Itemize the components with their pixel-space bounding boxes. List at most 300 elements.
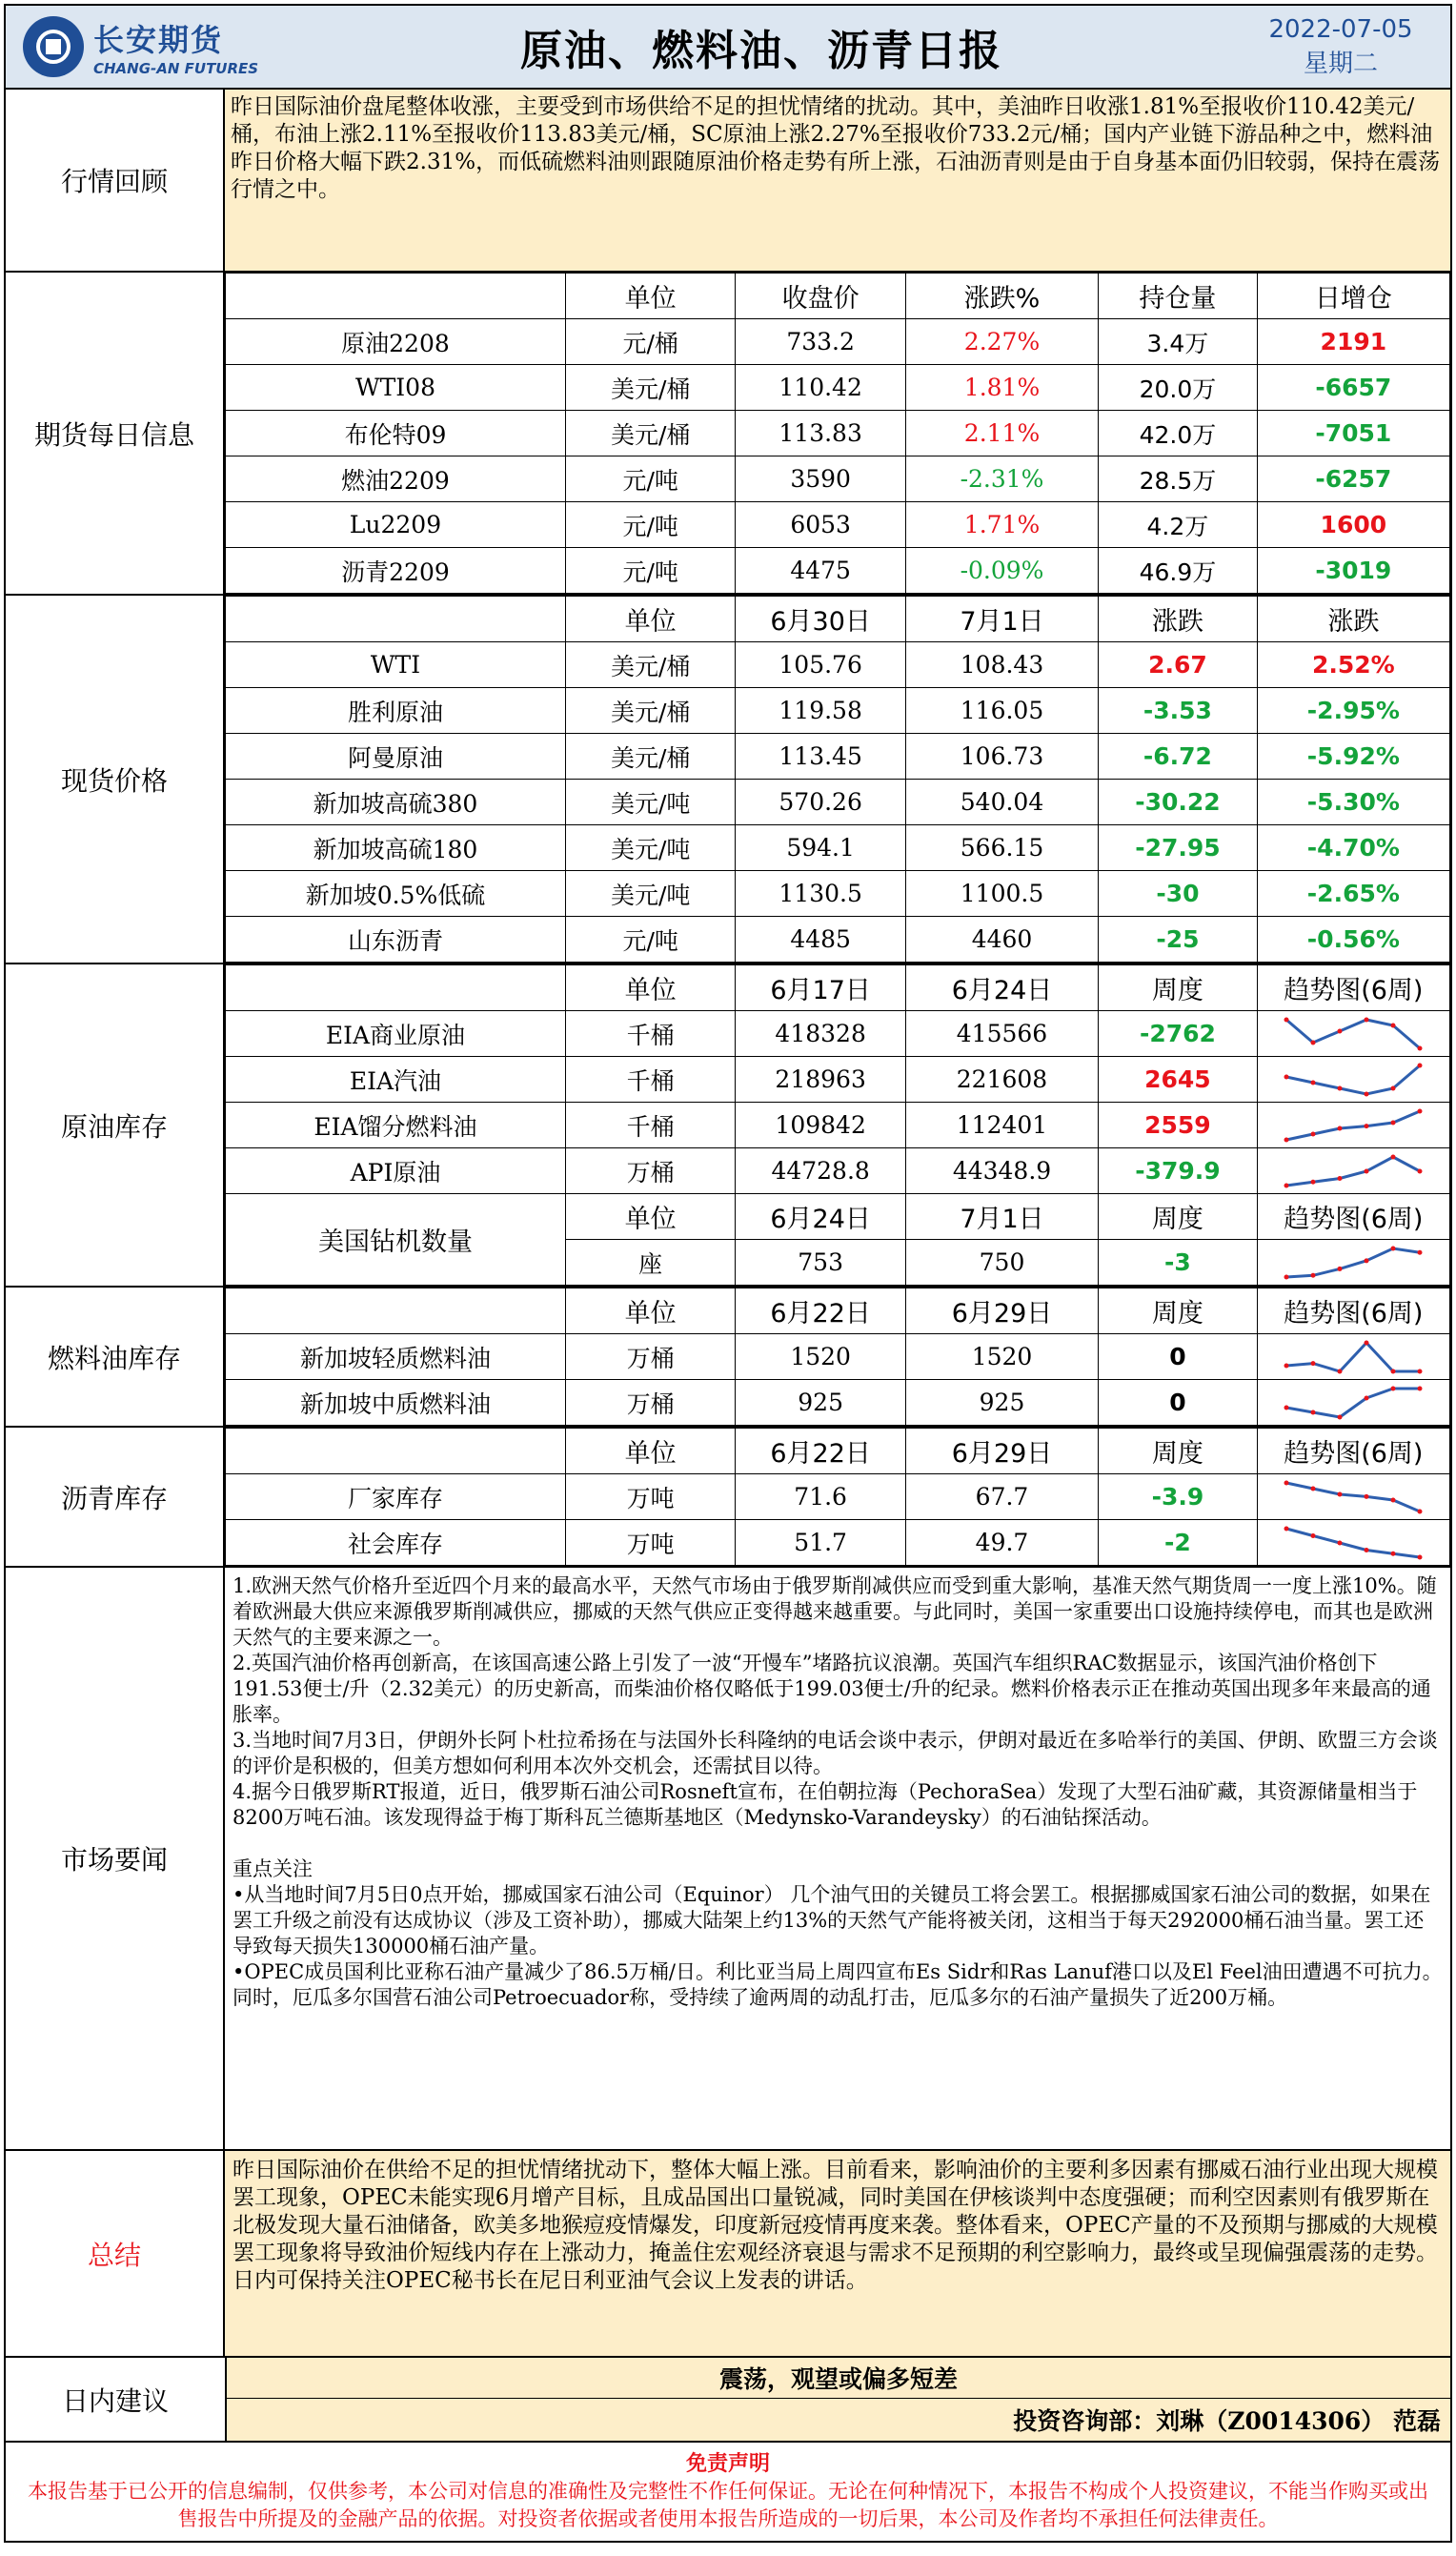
close-price: 4475 — [736, 548, 905, 594]
table-row — [226, 411, 1450, 456]
news-item: 4.据今日俄罗斯RT报道，近日，俄罗斯石油公司Rosneft宣布，在伯朝拉海（PechoraSea）发现了大型石油矿藏，其资源储量相当于8200万吨石油。该发现得益于梅丁斯科瓦兰德斯基地区（Medynsko-Varandeysky）的石油钻探活动。 — [233, 1780, 1418, 1829]
logo-name-cn: 长安期货 — [93, 22, 224, 58]
product-name: 阿曼原油 — [226, 734, 566, 780]
trend-chart-cell — [1257, 1057, 1449, 1103]
trend-point — [1338, 1266, 1343, 1270]
table-row — [226, 319, 1450, 365]
value-curr: 67.7 — [905, 1474, 1098, 1520]
report-weekday: 星期二 — [1303, 49, 1378, 78]
summary-text: 昨日国际油价在供给不足的担忧情绪扰动下，整体大幅上涨。目前看来，影响油价的主要利多因素有挪威石油行业出现大规模罢工现象，OPEC未能实现6月增产目标，且成品国出口量锐减，同时美国在伊核谈判中态度强硬；而利空因素则有俄罗斯在北极发现大量石油储备，欧美多地猴痘疫情爆发，印度新冠疫情再度来袭。整体看来，OPEC产量的不及预期与挪威的大规模罢工现象将导致油价短线内存在上涨动力，掩盖住宏观经济衰退与需求不足预期的利空影响力，最终或呈现偏强震荡的走势。日内可保持关注OPEC秘书长在尼日利亚油气会议上发表的讲话。 — [225, 2151, 1450, 2356]
open-interest: 42.0万 — [1099, 411, 1258, 456]
table-header-row — [226, 1429, 1450, 1474]
table-row — [226, 548, 1450, 594]
contract-name: 沥青2209 — [226, 548, 566, 594]
column-header: 日增仓 — [1257, 274, 1449, 319]
trend-line — [1286, 1529, 1420, 1557]
trend-point — [1418, 1509, 1423, 1513]
item-name: 新加坡中质燃料油 — [226, 1380, 566, 1426]
unit-cell: 美元/桶 — [565, 642, 735, 688]
value-curr: 750 — [905, 1240, 1098, 1286]
close-price: 6053 — [736, 502, 905, 548]
crude-inventory-section — [4, 964, 1452, 1288]
column-header: 涨跌 — [1257, 597, 1449, 642]
news-item: 2.英国汽油价格再创新高，在该国高速公路上引发了一波“开慢车”堵路抗议浪潮。英国汽车组织RAC数据显示，该国汽油价格创下191.53便士/升（2.32美元）的历史新高，而柴油价格仅略低于199.03便士/升的纪录。燃料价格表示正在推动英国出现多年来最高的通胀率。 — [233, 1652, 1431, 1726]
column-header: 6月30日 — [736, 597, 905, 642]
trend-point — [1338, 1540, 1343, 1545]
change-pct: 1.71% — [905, 502, 1098, 548]
change-value: -3.53 — [1099, 688, 1258, 734]
report-page — [4, 4, 1452, 2543]
column-header: 单位 — [565, 1429, 735, 1474]
trend-point — [1365, 1017, 1369, 1022]
close-price: 110.42 — [736, 365, 905, 411]
section-label: 总结 — [6, 2151, 225, 2356]
unit-cell: 万桶 — [565, 1334, 735, 1380]
column-header: 趋势图(6周) — [1257, 1429, 1449, 1474]
item-name: EIA汽油 — [226, 1057, 566, 1103]
table-row — [226, 871, 1450, 917]
table-row — [226, 688, 1450, 734]
weekly-change: 2559 — [1099, 1103, 1258, 1148]
weekly-change: -2 — [1099, 1520, 1258, 1566]
column-header: 6月24日 — [905, 965, 1098, 1011]
price-prev: 113.45 — [736, 734, 905, 780]
change-pct: 2.27% — [905, 319, 1098, 365]
trend-point — [1338, 1176, 1343, 1181]
asphalt-inventory-section — [4, 1428, 1452, 1568]
news-item: 3.当地时间7月3日，伊朗外长阿卜杜拉希扬在与法国外长科隆纳的电话会谈中表示，伊朗对最近在多哈举行的美国、伊朗、欧盟三方会谈的评价是积极的，但美方想如何利用本次外交机会，还需拭目以待。 — [233, 1729, 1438, 1777]
change-pct: -4.70% — [1257, 825, 1449, 871]
change-pct: -5.30% — [1257, 780, 1449, 825]
contract-name: 原油2208 — [226, 319, 566, 365]
unit-cell: 元/吨 — [565, 502, 735, 548]
item-name: 社会库存 — [226, 1520, 566, 1566]
product-name: 山东沥青 — [226, 917, 566, 963]
unit-cell: 元/吨 — [565, 456, 735, 502]
trend-point — [1365, 1168, 1369, 1173]
trend-point — [1391, 1246, 1396, 1250]
change-pct: 1.81% — [905, 365, 1098, 411]
trend-sparkline — [1282, 1244, 1425, 1282]
table-row — [226, 1334, 1450, 1380]
value-prev: 925 — [736, 1380, 905, 1426]
column-header — [226, 1429, 566, 1474]
table-row — [226, 825, 1450, 871]
table-row — [226, 1011, 1450, 1057]
trend-chart-cell — [1257, 1380, 1449, 1426]
trend-chart-cell — [1257, 1240, 1449, 1286]
market-news-body — [225, 1568, 1450, 2149]
trend-sparkline — [1282, 1152, 1425, 1190]
trend-sparkline — [1282, 1384, 1425, 1422]
section-label: 沥青库存 — [6, 1428, 225, 1566]
section-label: 现货价格 — [6, 596, 225, 963]
section-label: 燃料油库存 — [6, 1288, 225, 1426]
trend-line — [1286, 1483, 1420, 1511]
consultant-line: 投资咨询部：刘琳（Z0014306） 范磊 — [227, 2399, 1450, 2441]
open-interest: 28.5万 — [1099, 456, 1258, 502]
section-label: 原油库存 — [6, 964, 225, 1286]
trend-point — [1284, 1274, 1289, 1279]
column-header: 涨跌% — [905, 274, 1098, 319]
spot-table — [225, 596, 1450, 963]
column-header — [226, 1288, 566, 1334]
trend-point — [1311, 1533, 1316, 1538]
daily-oi-change: -6657 — [1257, 365, 1449, 411]
trend-point — [1418, 1386, 1423, 1390]
trend-point — [1284, 1480, 1289, 1485]
daily-oi-change: 2191 — [1257, 319, 1449, 365]
trend-line — [1286, 1343, 1420, 1371]
fuel-inventory-table — [225, 1288, 1450, 1426]
column-header: 趋势图(6周) — [1257, 1288, 1449, 1334]
change-value: -6.72 — [1099, 734, 1258, 780]
table-header-row — [226, 1288, 1450, 1334]
trend-line — [1286, 1248, 1420, 1277]
table-row — [226, 1057, 1450, 1103]
trend-point — [1338, 1085, 1343, 1090]
trend-point — [1391, 1551, 1396, 1555]
trend-point — [1284, 1137, 1289, 1142]
weekly-change: -379.9 — [1099, 1148, 1258, 1194]
product-name: 胜利原油 — [226, 688, 566, 734]
asphalt-inventory-table — [225, 1428, 1450, 1566]
contract-name: Lu2209 — [226, 502, 566, 548]
trend-point — [1365, 1124, 1369, 1128]
unit-cell: 万吨 — [565, 1520, 735, 1566]
item-name: 厂家库存 — [226, 1474, 566, 1520]
column-header: 7月1日 — [905, 1194, 1098, 1240]
table-row — [226, 780, 1450, 825]
futures-table — [225, 273, 1450, 594]
column-header: 单位 — [565, 1194, 735, 1240]
value-curr: 112401 — [905, 1103, 1098, 1148]
change-pct: -2.31% — [905, 456, 1098, 502]
change-pct: 2.11% — [905, 411, 1098, 456]
trend-point — [1418, 1108, 1423, 1113]
focus-item: •从当地时间7月5日0点开始，挪威国家石油公司（Equinor） 几个油气田的关键员工将会罢工。根据挪威国家石油公司的数据，如果在罢工升级之前没有达成协议（涉及工资补助），挪威大陆架上约13%的天然气产能将被关闭，这相当于每天292000桶石油当量。罢工还导致每天损失130000桶石油产量。 — [233, 1883, 1431, 1958]
trend-sparkline — [1282, 1478, 1425, 1516]
value-prev: 1520 — [736, 1334, 905, 1380]
daily-oi-change: -7051 — [1257, 411, 1449, 456]
column-header — [226, 965, 566, 1011]
column-header: 6月24日 — [736, 1194, 905, 1240]
product-name: 新加坡高硫180 — [226, 825, 566, 871]
change-value: -30.22 — [1099, 780, 1258, 825]
item-name: API原油 — [226, 1148, 566, 1194]
column-header: 6月22日 — [736, 1429, 905, 1474]
trend-point — [1391, 1023, 1396, 1027]
disclaimer-text: 本报告基于已公开的信息编制，仅供参考，本公司对信息的准确性及完整性不作任何保证。无论在何种情况下，本报告不构成个人投资建议，不能当作购买或出售报告中所提及的金融产品的依据。对投资者依据或者使用本报告所造成的一切后果，本公司及作者均不承担任何法律责任。 — [28, 2480, 1428, 2530]
unit-cell: 美元/桶 — [565, 365, 735, 411]
change-value: -30 — [1099, 871, 1258, 917]
trend-point — [1338, 1414, 1343, 1419]
advice-section — [4, 2358, 1452, 2443]
trend-point — [1311, 1040, 1316, 1045]
logo-emblem-icon — [23, 16, 84, 77]
focus-item: •OPEC成员国利比亚称石油产量减少了86.5万桶/日。利比亚当局上周四宣布Es Sidr和Ras Lanuf港口以及El Feel油田遭遇不可抗力。 同时，厄瓜多尔国营石油公司Petroecuador称，受持续了逾两周的动乱打击，厄瓜多尔的石油产量损失了近200万桶。 — [233, 1960, 1443, 2009]
trend-point — [1284, 1526, 1289, 1531]
trend-point — [1338, 1126, 1343, 1130]
trend-point — [1391, 1497, 1396, 1502]
unit-cell: 万桶 — [565, 1148, 735, 1194]
table-row — [226, 642, 1450, 688]
product-name: 新加坡0.5%低硫 — [226, 871, 566, 917]
fuel-inventory-section — [4, 1288, 1452, 1428]
rig-header-row — [226, 1194, 1450, 1240]
column-header: 6月22日 — [736, 1288, 905, 1334]
price-prev: 570.26 — [736, 780, 905, 825]
rig-count-name: 美国钻机数量 — [226, 1194, 566, 1286]
focus-title: 重点关注 — [233, 1857, 313, 1880]
column-header: 7月1日 — [905, 597, 1098, 642]
unit-cell: 元/桶 — [565, 319, 735, 365]
trend-point — [1338, 1491, 1343, 1496]
spot-section — [4, 596, 1452, 964]
company-logo — [6, 6, 292, 88]
unit-cell: 千桶 — [565, 1103, 735, 1148]
column-header: 单位 — [565, 1288, 735, 1334]
item-name: EIA馏分燃料油 — [226, 1103, 566, 1148]
value-prev: 418328 — [736, 1011, 905, 1057]
change-value: -27.95 — [1099, 825, 1258, 871]
price-curr: 108.43 — [905, 642, 1098, 688]
price-prev: 1130.5 — [736, 871, 905, 917]
daily-oi-change: -3019 — [1257, 548, 1449, 594]
weekly-change: -3.9 — [1099, 1474, 1258, 1520]
unit-cell: 美元/吨 — [565, 871, 735, 917]
table-header-row — [226, 274, 1450, 319]
table-row — [226, 365, 1450, 411]
table-header-row — [226, 597, 1450, 642]
open-interest: 46.9万 — [1099, 548, 1258, 594]
value-curr: 49.7 — [905, 1520, 1098, 1566]
summary-section — [4, 2151, 1452, 2358]
column-header: 周度 — [1099, 1288, 1258, 1334]
value-prev: 109842 — [736, 1103, 905, 1148]
table-row — [226, 917, 1450, 963]
unit-cell: 元/吨 — [565, 548, 735, 594]
trend-point — [1418, 1063, 1423, 1067]
trend-line — [1286, 1111, 1420, 1140]
price-prev: 594.1 — [736, 825, 905, 871]
item-name: EIA商业原油 — [226, 1011, 566, 1057]
column-header: 周度 — [1099, 1194, 1258, 1240]
trend-line — [1286, 1389, 1420, 1417]
column-header: 单位 — [565, 274, 735, 319]
trend-point — [1365, 1258, 1369, 1263]
change-pct: -2.65% — [1257, 871, 1449, 917]
trend-sparkline — [1282, 1015, 1425, 1053]
table-row — [226, 502, 1450, 548]
value-curr: 1520 — [905, 1334, 1098, 1380]
change-pct: 2.52% — [1257, 642, 1449, 688]
value-prev: 753 — [736, 1240, 905, 1286]
column-header: 周度 — [1099, 965, 1258, 1011]
price-curr: 4460 — [905, 917, 1098, 963]
trend-chart-cell — [1257, 1520, 1449, 1566]
section-label: 市场要闻 — [6, 1568, 225, 2149]
value-curr: 925 — [905, 1380, 1098, 1426]
table-row — [226, 1474, 1450, 1520]
contract-name: 燃油2209 — [226, 456, 566, 502]
trend-point — [1418, 1168, 1423, 1173]
open-interest: 20.0万 — [1099, 365, 1258, 411]
column-header — [226, 597, 566, 642]
value-curr: 221608 — [905, 1057, 1098, 1103]
contract-name: 布伦特09 — [226, 411, 566, 456]
trend-point — [1311, 1272, 1316, 1277]
trend-point — [1311, 1179, 1316, 1184]
unit-cell: 美元/桶 — [565, 734, 735, 780]
trend-point — [1284, 1183, 1289, 1187]
trend-line — [1286, 1020, 1420, 1048]
trend-chart-cell — [1257, 1103, 1449, 1148]
report-header — [4, 4, 1452, 90]
unit-cell: 万吨 — [565, 1474, 735, 1520]
unit-cell: 元/吨 — [565, 917, 735, 963]
trend-point — [1311, 1410, 1316, 1414]
weekly-change: 2645 — [1099, 1057, 1258, 1103]
futures-section — [4, 273, 1452, 596]
change-value: 2.67 — [1099, 642, 1258, 688]
trend-point — [1311, 1361, 1316, 1366]
change-pct: -0.56% — [1257, 917, 1449, 963]
unit-cell: 千桶 — [565, 1057, 735, 1103]
table-header-row — [226, 965, 1450, 1011]
unit-cell: 美元/桶 — [565, 411, 735, 456]
column-header: 6月17日 — [736, 965, 905, 1011]
change-pct: -0.09% — [905, 548, 1098, 594]
price-prev: 119.58 — [736, 688, 905, 734]
section-label: 行情回顾 — [6, 90, 225, 271]
value-curr: 415566 — [905, 1011, 1098, 1057]
trend-point — [1284, 1405, 1289, 1410]
close-price: 113.83 — [736, 411, 905, 456]
column-header — [226, 274, 566, 319]
logo-name-en: CHANG-AN FUTURES — [93, 60, 259, 77]
change-pct: -5.92% — [1257, 734, 1449, 780]
trend-point — [1418, 1554, 1423, 1559]
trend-point — [1365, 1493, 1369, 1498]
unit-cell: 千桶 — [565, 1011, 735, 1057]
value-prev: 51.7 — [736, 1520, 905, 1566]
column-header: 6月29日 — [905, 1288, 1098, 1334]
price-prev: 105.76 — [736, 642, 905, 688]
weekly-change: 0 — [1099, 1334, 1258, 1380]
unit-cell: 万桶 — [565, 1380, 735, 1426]
column-header: 持仓量 — [1099, 274, 1258, 319]
open-interest: 3.4万 — [1099, 319, 1258, 365]
price-curr: 566.15 — [905, 825, 1098, 871]
daily-oi-change: 1600 — [1257, 502, 1449, 548]
unit-cell: 座 — [565, 1240, 735, 1286]
value-prev: 44728.8 — [736, 1148, 905, 1194]
trend-point — [1391, 1386, 1396, 1390]
trend-chart-cell — [1257, 1148, 1449, 1194]
trend-point — [1365, 1548, 1369, 1552]
table-row — [226, 1148, 1450, 1194]
close-price: 3590 — [736, 456, 905, 502]
trend-point — [1418, 1369, 1423, 1373]
trend-chart-cell — [1257, 1474, 1449, 1520]
column-header: 6月29日 — [905, 1429, 1098, 1474]
trend-point — [1418, 1045, 1423, 1050]
trend-point — [1338, 1028, 1343, 1033]
column-header: 趋势图(6周) — [1257, 965, 1449, 1011]
trend-point — [1338, 1369, 1343, 1373]
column-header: 单位 — [565, 965, 735, 1011]
contract-name: WTI08 — [226, 365, 566, 411]
weekly-change: 0 — [1099, 1380, 1258, 1426]
value-curr: 44348.9 — [905, 1148, 1098, 1194]
news-item: 1.欧洲天然气价格升至近四个月来的最高水平，天然气市场由于俄罗斯削减供应而受到重大影响，基准天然气期货周一一度上涨10%。随着欧洲最大供应来源俄罗斯削减供应，挪威的天然气供应正变得越来越重要。与此同时，美国一家重要出口设施持续停电，而其也是欧洲天然气的主要来源之一。 — [233, 1574, 1437, 1649]
price-curr: 106.73 — [905, 734, 1098, 780]
trend-point — [1284, 1074, 1289, 1079]
trend-line — [1286, 1065, 1420, 1094]
table-row — [226, 456, 1450, 502]
trend-point — [1365, 1395, 1369, 1400]
trend-point — [1391, 1085, 1396, 1090]
trend-point — [1311, 1486, 1316, 1491]
section-label: 期货每日信息 — [6, 273, 225, 594]
unit-cell: 美元/吨 — [565, 825, 735, 871]
change-pct: -2.95% — [1257, 688, 1449, 734]
weekly-change: -2762 — [1099, 1011, 1258, 1057]
item-name: 新加坡轻质燃料油 — [226, 1334, 566, 1380]
trend-line — [1286, 1157, 1420, 1186]
trend-sparkline — [1282, 1106, 1425, 1145]
product-name: 新加坡高硫380 — [226, 780, 566, 825]
trend-sparkline — [1282, 1338, 1425, 1376]
trend-chart-cell — [1257, 1334, 1449, 1380]
trend-point — [1311, 1131, 1316, 1136]
disclaimer — [4, 2443, 1452, 2543]
table-row — [226, 734, 1450, 780]
market-review-section — [4, 90, 1452, 273]
trend-point — [1391, 1154, 1396, 1159]
close-price: 733.2 — [736, 319, 905, 365]
trend-chart-cell — [1257, 1011, 1449, 1057]
report-date: 2022-07-05 — [1268, 14, 1413, 44]
price-prev: 4485 — [736, 917, 905, 963]
column-header: 周度 — [1099, 1429, 1258, 1474]
column-header: 单位 — [565, 597, 735, 642]
column-header: 趋势图(6周) — [1257, 1194, 1449, 1240]
table-row — [226, 1380, 1450, 1426]
price-curr: 540.04 — [905, 780, 1098, 825]
advice-text: 震荡，观望或偏多短差 — [227, 2358, 1450, 2399]
value-prev: 218963 — [736, 1057, 905, 1103]
open-interest: 4.2万 — [1099, 502, 1258, 548]
trend-point — [1418, 1249, 1423, 1254]
trend-point — [1365, 1340, 1369, 1345]
trend-point — [1391, 1120, 1396, 1125]
change-value: -25 — [1099, 917, 1258, 963]
column-header: 涨跌 — [1099, 597, 1258, 642]
trend-point — [1391, 1369, 1396, 1373]
unit-cell: 美元/桶 — [565, 688, 735, 734]
disclaimer-title: 免责声明 — [685, 2451, 770, 2476]
section-label: 日内建议 — [6, 2358, 227, 2441]
value-prev: 71.6 — [736, 1474, 905, 1520]
review-text: 昨日国际油价盘尾整体收涨，主要受到市场供给不足的担忧情绪的扰动。其中，美油昨日收涨1.81%至报收价110.42美元/桶，布油上涨2.11%至报收价113.83美元/桶，SC原油上涨2.27%至报收价733.2元/桶；国内产业链下游品种之中，燃料油昨日价格大幅下跌2.31%，而低硫燃料油则跟随原油价格走势有所上涨，石油沥青则是由于自身基本面仍旧较弱，保持在震荡行情之中。 — [225, 90, 1450, 271]
trend-point — [1284, 1363, 1289, 1368]
trend-sparkline — [1282, 1061, 1425, 1099]
column-header: 收盘价 — [736, 274, 905, 319]
trend-sparkline — [1282, 1524, 1425, 1562]
price-curr: 1100.5 — [905, 871, 1098, 917]
